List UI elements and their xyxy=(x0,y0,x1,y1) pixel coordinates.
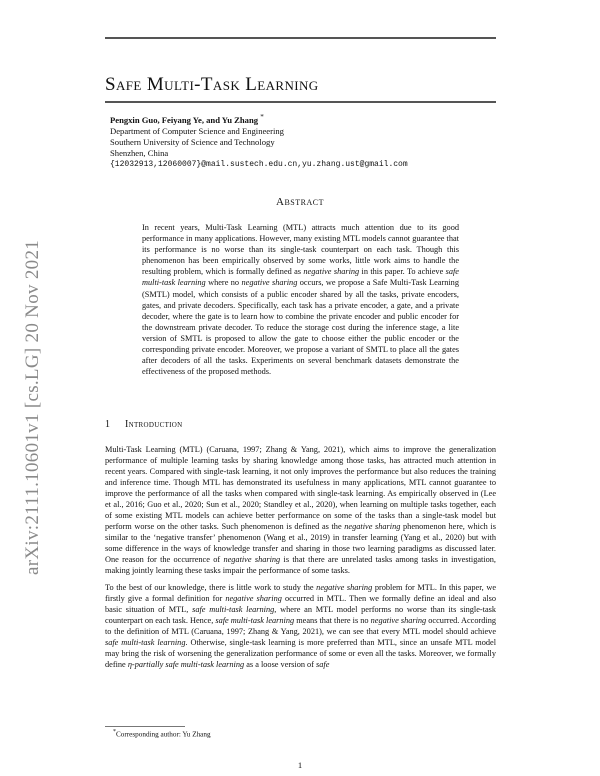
paragraph: Multi-Task Learning (MTL) (Caruana, 1997; Zhang & Yang, 2021), which aims to improve the generalization performance of multiple learning tasks by sharing knowledge among those tasks, has attracted much attention in recent years. Compared with single-task learning, it not only improves the performance but also reduces the training and inference time. Though MTL has demonstrated its usefulness in many applications, MTL cannot guarantee to improve the performance of all the tasks when compared with single-task learning. As empirically observed in (Lee et al., 2016; Guo et al., 2020; Sun et al., 2020; Standley et al., 2020), when learning on multiple tasks together, each of some existing MTL models can achieve better performance on some of the tasks than a single-task model but perform worse on the other tasks. Such phenomenon is defined as the negative sharing phenomenon here, which is similar to the ‘negative transfer’ phenomenon (Wang et al., 2019) in transfer learning (Yang et al., 2020) but with some difference in the ways of knowledge transfer and sharing in those two learning paradigms as discussed later. One reason for the occurrence of negative sharing is that there are unrelated tasks among tasks in investigation, making jointly learning these tasks impair the performance of some tasks. xyxy=(105,445,497,575)
section-number: 1 xyxy=(105,419,111,430)
footnote-text: Corresponding author: Yu Zhang xyxy=(116,730,211,739)
section-heading-introduction xyxy=(105,419,182,430)
author-university: Southern University of Science and Technology xyxy=(110,136,275,147)
title-bottom-rule xyxy=(105,101,496,103)
corresponding-author-mark: * xyxy=(260,113,264,121)
author-city: Shenzhen, China xyxy=(110,147,169,158)
introduction-body xyxy=(105,444,496,676)
author-names: Pengxin Guo, Feiyang Ye, and Yu Zhang xyxy=(110,114,259,125)
author-emails: {12032913,12060007}@mail.sustech.edu.cn,yu.zhang.ust@gmail.com xyxy=(110,159,408,169)
paragraph: To the best of our knowledge, there is little work to study the negative sharing problem for MTL. In this paper, we firstly give a formal definition for negative sharing occurred in MTL. Then we formally define an ideal and also basic situation of MTL, safe multi-task learning, where an MTL model performs no worse than its single-task counterpart on each task. Hence, safe multi-task learning means that there is no negative sharing occurred. According to the definition of MTL (Caruana, 1997; Zhang & Yang, 2021), we can see that every MTL model should achieve safe multi-task learning. Otherwise, single-task learning is more preferred than MTL, since an unsafe MTL model may bring the risk of worsening the generalization performance of some or even all the tasks. Moreover, we formally define η-partially safe multi-task learning as a loose version of safe xyxy=(105,583,497,669)
abstract-text: In recent years, Multi-Task Learning (MTL) attracts much attention due to its good performance in many applications. However, many existing MTL models cannot guarantee that its performance is no worse than its single-task counterpart on each task. Though this phenomenon has been empirically observed by some works, little work aims to handle the resulting problem, which is formally defined as negative sharing in this paper. To achieve safe multi-task learning where no negative sharing occurs, we propose a Safe Multi-Task Learning (SMTL) model, which consists of a public encoder shared by all the tasks, private encoders, gates, and private decoders. Specifically, each task has a private encoder, a gate, and a private decoder, where the gate is to learn how to combine the private encoder and public encoder for the downstream private decoder. To reduce the storage cost during the inference stage, a lite version of SMTL is proposed to allow the gate to choose either the public encoder or the corresponding private encoder. Moreover, we propose a variant of SMTL to place all the gates after decoders of all the tasks. Experiments on several benchmark datasets demonstrate the effectiveness of the proposed methods. xyxy=(142,223,459,377)
author-department: Department of Computer Science and Engineering xyxy=(110,125,284,136)
title-top-rule xyxy=(105,37,496,39)
abstract-heading: Abstract xyxy=(276,196,324,208)
footnote xyxy=(113,729,211,738)
author-block xyxy=(110,112,408,170)
page-number: 1 xyxy=(297,760,303,770)
paper-title: Safe Multi-Task Learning xyxy=(105,74,319,95)
section-title: Introduction xyxy=(125,419,183,430)
footnote-mark: * xyxy=(113,729,116,735)
arxiv-identifier-stamp: arXiv:2111.10601v1 [cs.LG] 20 Nov 2021 xyxy=(22,239,43,575)
author-names-line xyxy=(110,112,408,126)
footnote-rule xyxy=(105,726,185,727)
